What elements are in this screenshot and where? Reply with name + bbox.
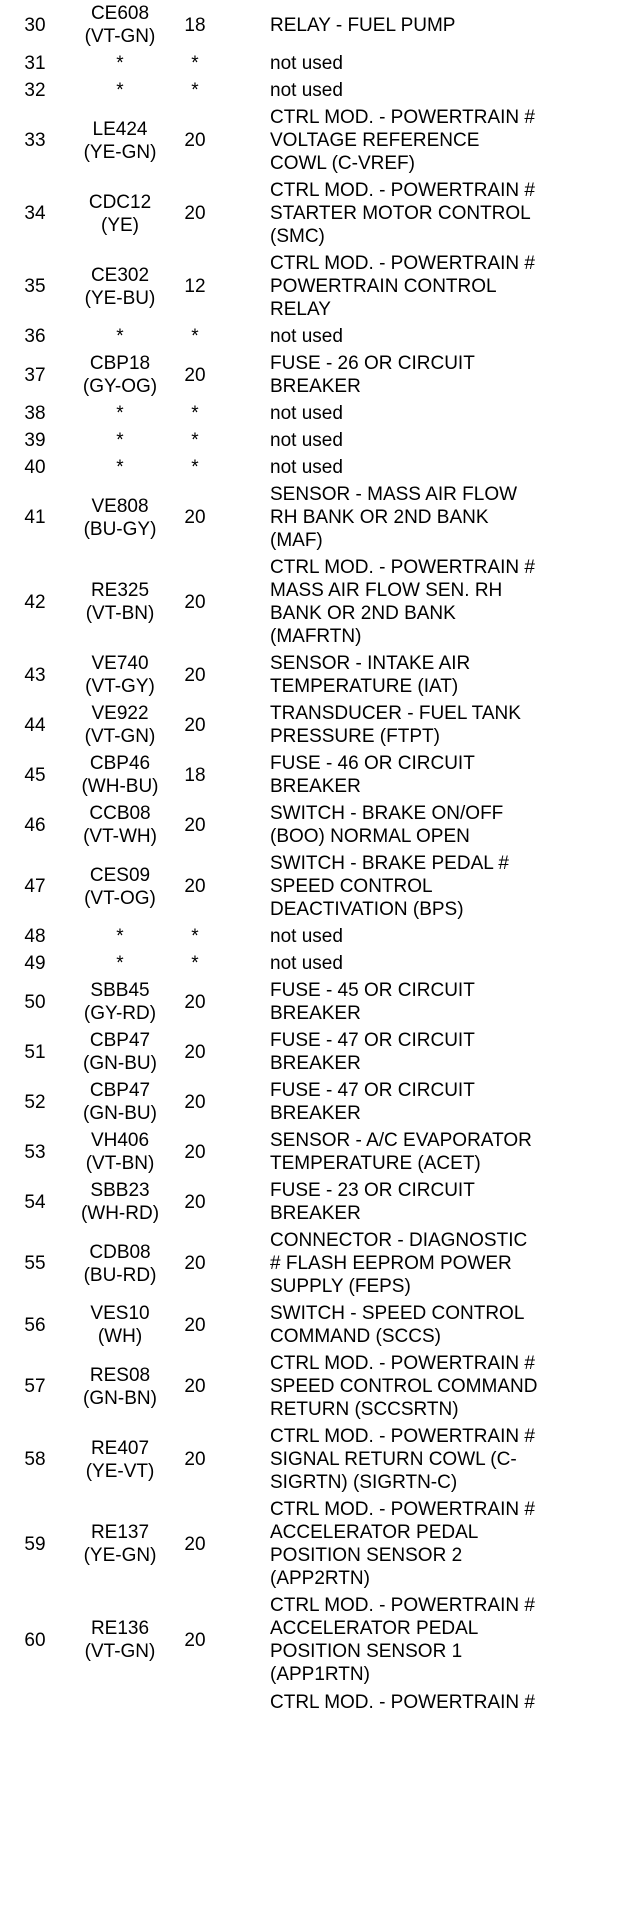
circuit-function: RELAY - FUEL PUMP <box>270 14 456 36</box>
wire-gauge: 20 <box>184 876 206 897</box>
circuit-cell <box>70 50 170 77</box>
wire-gauge: * <box>191 430 199 451</box>
wire-gauge: 20 <box>184 1449 206 1470</box>
pin-number: 47 <box>24 876 46 897</box>
circuit-function: SENSOR - MASS AIR FLOW RH BANK OR 2ND BANK (MAF) <box>270 484 518 551</box>
circuit-cell <box>70 481 170 554</box>
circuit-cell <box>70 554 170 650</box>
circuit-id: * <box>116 53 124 74</box>
wire-gauge: 20 <box>184 1253 206 1274</box>
wire-color: (VT-GN) <box>84 1641 156 1662</box>
circuit-function: FUSE - 26 OR CIRCUIT BREAKER <box>270 353 475 397</box>
pin-number: 39 <box>24 430 46 451</box>
pin-number: 60 <box>24 1629 46 1651</box>
table-row <box>0 1423 640 1496</box>
pin-number: 55 <box>24 1253 46 1274</box>
pin-number: 38 <box>24 403 46 424</box>
table-row <box>0 650 640 700</box>
circuit-function: FUSE - 47 OR CIRCUIT BREAKER <box>270 1080 475 1124</box>
table-row <box>0 50 640 77</box>
circuit-cell <box>70 1423 170 1496</box>
circuit-cell <box>70 800 170 850</box>
wire-color: (VT-GY) <box>85 676 155 697</box>
pin-number: 56 <box>24 1314 46 1336</box>
circuit-id: LE424 <box>92 118 148 140</box>
table-row <box>0 700 640 750</box>
table-row <box>0 850 640 923</box>
pin-number: 49 <box>24 953 46 974</box>
wire-color: (BU-GY) <box>83 518 157 540</box>
circuit-id: * <box>116 926 124 947</box>
circuit-function: TRANSDUCER - FUEL TANK PRESSURE (FTPT) <box>270 703 521 747</box>
wire-color: (VT-WH) <box>83 826 157 847</box>
pin-number: 33 <box>24 130 46 151</box>
circuit-cell <box>70 454 170 481</box>
pin-number: 42 <box>24 591 46 613</box>
pin-number: 54 <box>24 1191 46 1213</box>
pin-number: 53 <box>24 1141 46 1163</box>
circuit-cell <box>70 177 170 250</box>
circuit-function: not used <box>270 457 343 478</box>
circuit-cell <box>70 1077 170 1127</box>
table-row <box>0 1077 640 1127</box>
wire-gauge: 20 <box>184 1533 206 1555</box>
circuit-function: FUSE - 46 OR CIRCUIT BREAKER <box>270 753 475 797</box>
wire-color: (GN-BN) <box>83 1387 157 1409</box>
wire-gauge: 18 <box>184 14 206 36</box>
circuit-cell <box>70 0 170 50</box>
wire-gauge: 20 <box>184 1629 206 1651</box>
circuit-id: SBB45 <box>90 980 150 1001</box>
circuit-cell <box>70 427 170 454</box>
wire-gauge: 20 <box>184 814 206 836</box>
pin-number: 58 <box>24 1449 46 1470</box>
circuit-function: FUSE - 47 OR CIRCUIT BREAKER <box>270 1030 475 1074</box>
pin-number: 45 <box>24 764 46 786</box>
wire-gauge: * <box>191 926 199 947</box>
table-row <box>0 77 640 104</box>
circuit-cell <box>70 950 170 977</box>
circuit-id: RES08 <box>89 1364 151 1386</box>
pin-number: 43 <box>24 664 46 686</box>
table-row <box>0 323 640 350</box>
table-row <box>0 950 640 977</box>
circuit-id: CBP46 <box>89 753 151 774</box>
circuit-cell <box>70 104 170 177</box>
circuit-id: * <box>116 457 124 478</box>
wire-color: (WH-RD) <box>80 1203 160 1224</box>
circuit-id: CE608 <box>90 3 150 24</box>
circuit-function: CONNECTOR - DIAGNOSTIC # FLASH EEPROM POWER SUPPLY (FEPS) <box>270 1230 528 1297</box>
table-row <box>0 923 640 950</box>
circuit-id: CCB08 <box>89 803 151 824</box>
circuit-function: CTRL MOD. - POWERTRAIN # <box>270 1692 535 1713</box>
wire-gauge: 20 <box>184 1091 206 1113</box>
circuit-function: CTRL MOD. - POWERTRAIN # POWERTRAIN CONTROL RELAY <box>270 253 535 320</box>
table-row <box>0 1300 640 1350</box>
table-row <box>0 800 640 850</box>
wire-gauge: 20 <box>184 991 206 1013</box>
pin-number: 36 <box>24 326 46 347</box>
circuit-cell <box>70 1027 170 1077</box>
table-row <box>0 177 640 250</box>
circuit-id: SBB23 <box>90 1180 150 1201</box>
wire-color: (VT-BN) <box>85 603 155 624</box>
circuit-cell <box>70 750 170 800</box>
wire-gauge: 18 <box>184 764 206 786</box>
pin-number: 31 <box>24 53 46 74</box>
table-row <box>0 400 640 427</box>
wire-gauge: 20 <box>184 1376 206 1397</box>
circuit-function: CTRL MOD. - POWERTRAIN # SIGNAL RETURN COWL (C- SIGRTN) (SIGRTN-C) <box>270 1426 535 1493</box>
circuit-function: SWITCH - BRAKE ON/OFF (BOO) NORMAL OPEN <box>270 803 504 847</box>
table-row <box>0 350 640 400</box>
pin-number: 52 <box>24 1091 46 1113</box>
circuit-id: RE137 <box>90 1522 150 1543</box>
circuit-cell <box>70 1300 170 1350</box>
circuit-function: CTRL MOD. - POWERTRAIN # MASS AIR FLOW SEN. RH BANK OR 2ND BANK (MAFRTN) <box>270 557 535 647</box>
circuit-id: VE922 <box>91 703 149 724</box>
wire-gauge: 12 <box>184 276 206 297</box>
table-row <box>0 1688 640 1716</box>
pin-number: 57 <box>24 1376 46 1397</box>
circuit-cell <box>70 400 170 427</box>
circuit-function: SWITCH - SPEED CONTROL COMMAND (SCCS) <box>270 1303 525 1347</box>
table-row <box>0 250 640 323</box>
circuit-cell <box>70 1688 170 1716</box>
circuit-function: CTRL MOD. - POWERTRAIN # ACCELERATOR PEDAL POSITION SENSOR 2 (APP2RTN) <box>270 1499 535 1589</box>
wire-gauge: 20 <box>184 591 206 613</box>
wire-color: (VT-GN) <box>84 726 156 747</box>
pin-number: 32 <box>24 80 46 101</box>
circuit-id: * <box>116 430 124 451</box>
pin-number: 46 <box>24 814 46 836</box>
pin-number: 40 <box>24 457 46 478</box>
table-row <box>0 1127 640 1177</box>
circuit-cell <box>70 1127 170 1177</box>
circuit-function: not used <box>270 953 343 974</box>
table-row <box>0 0 640 50</box>
circuit-id: CES09 <box>89 864 151 886</box>
pin-number: 34 <box>24 203 46 224</box>
wire-gauge: 20 <box>184 664 206 686</box>
pin-number: 59 <box>24 1533 46 1555</box>
circuit-id: CBP47 <box>89 1030 151 1051</box>
table-row <box>0 1177 640 1227</box>
wire-gauge: 20 <box>184 364 206 386</box>
wire-color: (YE-BU) <box>84 287 156 309</box>
circuit-cell <box>70 923 170 950</box>
pin-number: 44 <box>24 714 46 736</box>
circuit-cell <box>70 1592 170 1688</box>
circuit-function: CTRL MOD. - POWERTRAIN # VOLTAGE REFERENCE COWL (C-VREF) <box>270 107 535 174</box>
circuit-id: VE740 <box>91 653 149 674</box>
circuit-function: not used <box>270 80 343 101</box>
table-row <box>0 977 640 1027</box>
table-row <box>0 104 640 177</box>
circuit-id: CDC12 <box>88 191 152 213</box>
circuit-function: CTRL MOD. - POWERTRAIN # ACCELERATOR PEDAL POSITION SENSOR 1 (APP1RTN) <box>270 1595 535 1685</box>
wire-gauge: 20 <box>184 1191 206 1213</box>
circuit-id: CDB08 <box>89 1241 151 1263</box>
table-row <box>0 1350 640 1423</box>
wire-color: (WH) <box>97 1326 143 1347</box>
wire-color: (YE-GN) <box>83 1545 157 1566</box>
table-row <box>0 481 640 554</box>
circuit-function: FUSE - 45 OR CIRCUIT BREAKER <box>270 980 475 1024</box>
circuit-id: * <box>116 326 124 347</box>
pin-number: 50 <box>24 991 46 1013</box>
wire-color: (GN-BU) <box>83 1103 157 1124</box>
wire-color: (YE) <box>101 214 139 236</box>
circuit-cell <box>70 700 170 750</box>
table-row <box>0 454 640 481</box>
pin-number: 51 <box>24 1041 46 1063</box>
circuit-function: SENSOR - INTAKE AIR TEMPERATURE (IAT) <box>270 653 471 697</box>
wire-gauge <box>170 1688 220 1716</box>
wire-color: (GY-RD) <box>83 1003 157 1024</box>
table-row <box>0 1592 640 1688</box>
circuit-function: not used <box>270 926 343 947</box>
table-row <box>0 427 640 454</box>
circuit-cell <box>70 1496 170 1592</box>
wire-color: (VT-BN) <box>85 1153 155 1174</box>
wire-gauge: 20 <box>184 1314 206 1336</box>
wire-color: (YE-VT) <box>85 1460 155 1482</box>
wire-gauge: 20 <box>184 1041 206 1063</box>
table-row <box>0 1227 640 1300</box>
wire-color: (WH-BU) <box>81 776 159 797</box>
circuit-function: CTRL MOD. - POWERTRAIN # SPEED CONTROL COMMAND RETURN (SCCSRTN) <box>270 1353 538 1420</box>
wire-gauge: * <box>191 953 199 974</box>
circuit-id: * <box>116 953 124 974</box>
wire-color: (BU-RD) <box>83 1264 157 1286</box>
circuit-function: SENSOR - A/C EVAPORATOR TEMPERATURE (ACET) <box>270 1130 532 1174</box>
wire-color: (YE-GN) <box>83 141 157 163</box>
pin-number: 41 <box>24 507 46 528</box>
circuit-id: RE136 <box>90 1618 150 1639</box>
wire-color: (VT-GN) <box>84 26 156 47</box>
wire-gauge: * <box>191 403 199 424</box>
table-row <box>0 1496 640 1592</box>
circuit-function: not used <box>270 403 343 424</box>
circuit-function: SWITCH - BRAKE PEDAL # SPEED CONTROL DEACTIVATION (BPS) <box>270 853 509 920</box>
wire-color: (GY-OG) <box>82 376 158 397</box>
circuit-id: VH406 <box>90 1130 150 1151</box>
circuit-function: not used <box>270 53 343 74</box>
wire-color: (VT-OG) <box>84 887 156 909</box>
circuit-id: RE407 <box>90 1437 150 1459</box>
circuit-cell <box>70 77 170 104</box>
pin-number: 35 <box>24 276 46 297</box>
wire-gauge: 20 <box>184 714 206 736</box>
circuit-cell <box>70 250 170 323</box>
circuit-id: CBP47 <box>89 1080 151 1101</box>
circuit-id: VES10 <box>90 1303 150 1324</box>
wire-gauge: * <box>191 53 199 74</box>
table-row <box>0 554 640 650</box>
wire-gauge: 20 <box>184 130 206 151</box>
circuit-function: not used <box>270 326 343 347</box>
circuit-id: CBP18 <box>89 353 151 374</box>
circuit-id: * <box>116 403 124 424</box>
pin-number: 48 <box>24 926 46 947</box>
circuit-id: CE302 <box>90 264 150 286</box>
circuit-cell <box>70 1177 170 1227</box>
circuit-cell <box>70 350 170 400</box>
pin-number: 37 <box>24 364 46 386</box>
pin-number: 30 <box>24 14 46 36</box>
wire-gauge: 20 <box>184 1141 206 1163</box>
wire-gauge: 20 <box>184 203 206 224</box>
wire-gauge: * <box>191 80 199 101</box>
circuit-id: * <box>116 80 124 101</box>
wire-color: (GN-BU) <box>83 1053 157 1074</box>
circuit-cell <box>70 850 170 923</box>
pin-number <box>0 1688 70 1716</box>
circuit-function: FUSE - 23 OR CIRCUIT BREAKER <box>270 1180 475 1224</box>
circuit-cell <box>70 650 170 700</box>
circuit-cell <box>70 323 170 350</box>
circuit-cell <box>70 1227 170 1300</box>
circuit-id: RE325 <box>90 580 150 601</box>
wire-gauge: 20 <box>184 507 206 528</box>
wire-gauge: * <box>191 326 199 347</box>
circuit-cell <box>70 977 170 1027</box>
table-row <box>0 750 640 800</box>
circuit-cell <box>70 1350 170 1423</box>
wire-gauge: * <box>191 457 199 478</box>
circuit-function: not used <box>270 430 343 451</box>
circuit-id: VE808 <box>91 495 149 517</box>
table-row <box>0 1027 640 1077</box>
circuit-function: CTRL MOD. - POWERTRAIN # STARTER MOTOR CONTROL (SMC) <box>270 180 535 247</box>
